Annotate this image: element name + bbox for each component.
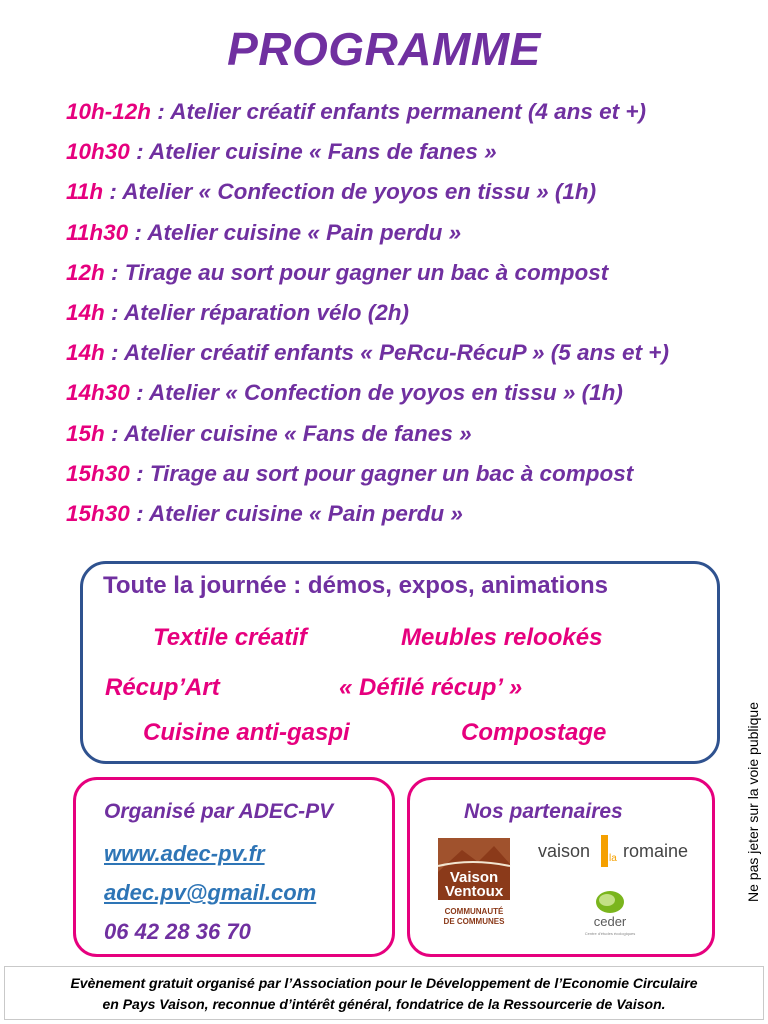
schedule-text: Atelier cuisine « Fans de fanes » [123, 420, 472, 446]
schedule-list [66, 92, 669, 534]
schedule-time: 14h [66, 340, 105, 366]
activity-defile: « Défilé récup’ » [339, 674, 523, 701]
schedule-item: 14h : Atelier réparation vélo (2h) [66, 299, 410, 325]
organizer-title: Organisé par ADEC-PV [104, 800, 334, 823]
svg-text:DE COMMUNES: DE COMMUNES [443, 917, 505, 926]
activity-compostage: Compostage [461, 719, 607, 746]
website-link[interactable]: www.adec-pv.fr [104, 841, 265, 866]
activity-recup-art: Récup’Art [105, 674, 220, 701]
schedule-time: 11h30 [66, 219, 129, 245]
side-note: Ne pas jeter sur la voie publique [745, 701, 761, 903]
schedule-item: 11h : Atelier « Confection de yoyos en tissu » (1h) [66, 179, 597, 205]
leaf-icon [580, 888, 640, 916]
schedule-text: Atelier cuisine « Fans de fanes » [148, 139, 497, 165]
svg-text:Vaison: Vaison [449, 869, 499, 886]
all-day-box [80, 561, 720, 764]
partners-title: Nos partenaires [464, 800, 623, 823]
schedule-time: 10h30 [66, 139, 130, 165]
schedule-time: 14h [66, 299, 105, 325]
organizer-box [73, 777, 395, 957]
vaison-la-romaine-logo: vaison la romaine [538, 835, 708, 871]
schedule-text: Atelier « Confection de yoyos en tissu » (1h) [122, 179, 597, 205]
schedule-item: 12h : Tirage au sort pour gagner un bac à compost [66, 259, 609, 285]
phone-number: 06 42 28 36 70 [104, 919, 251, 944]
schedule-time: 15h30 [66, 460, 130, 486]
all-day-title: Toute la journée : démos, expos, animations [103, 572, 608, 599]
schedule-text: Atelier créatif enfants permanent (4 ans et +) [170, 99, 646, 124]
schedule-text: Atelier créatif enfants « PeRcu-RécuP » (5 ans et +) [123, 340, 669, 366]
schedule-time: 15h [66, 420, 105, 446]
schedule-item: 15h30 : Tirage au sort pour gagner un bac à compost [66, 460, 634, 486]
schedule-time: 10h-12h [66, 99, 152, 124]
footer [4, 966, 764, 1020]
footer-line-2: en Pays Vaison, reconnue d’intérêt général, fondatrice de la Ressourcerie de Vaison. [102, 996, 666, 1012]
activity-textile: Textile créatif [153, 624, 307, 651]
schedule-item: 15h30 : Atelier cuisine « Pain perdu » [66, 500, 463, 526]
schedule-time: 15h30 [66, 500, 130, 526]
schedule-item: 11h30 : Atelier cuisine « Pain perdu » [66, 219, 462, 245]
schedule-time: 14h30 [66, 380, 130, 406]
schedule-time: 12h [66, 259, 105, 285]
schedule-time: 11h [66, 179, 104, 205]
svg-text:COMMUNAUTÉ: COMMUNAUTÉ [444, 907, 504, 916]
activity-cuisine-anti-gaspi: Cuisine anti-gaspi [143, 719, 350, 746]
schedule-item: 10h-12h : Atelier créatif enfants permanent (4 ans et +) [66, 99, 646, 124]
activity-meubles: Meubles relookés [401, 624, 603, 651]
schedule-item: 10h30 : Atelier cuisine « Fans de fanes » [66, 139, 497, 165]
schedule-item: 15h : Atelier cuisine « Fans de fanes » [66, 420, 472, 446]
logo-bar [601, 835, 608, 867]
schedule-text: Atelier réparation vélo (2h) [123, 299, 410, 325]
email-link[interactable]: adec.pv@gmail.com [104, 880, 317, 905]
schedule-item: 14h30 : Atelier « Confection de yoyos en tissu » (1h) [66, 380, 623, 406]
vaison-ventoux-logo [432, 832, 516, 934]
schedule-text: Atelier cuisine « Pain perdu » [148, 500, 463, 526]
partners-box [407, 777, 715, 957]
schedule-text: Tirage au sort pour gagner un bac à compost [149, 460, 634, 486]
footer-line-1: Evènement gratuit organisé par l’Association pour le Développement de l’Economie Circulaire [70, 975, 698, 991]
svg-text:Ventoux: Ventoux [444, 883, 504, 900]
schedule-item: 14h : Atelier créatif enfants « PeRcu-RécuP » (5 ans et +) [66, 340, 669, 366]
schedule-text: Atelier cuisine « Pain perdu » [147, 219, 462, 245]
schedule-text: Tirage au sort pour gagner un bac à compost [124, 259, 609, 285]
ceder-logo: ceder Centre d'études écologiques [580, 888, 640, 944]
page-title: PROGRAMME [227, 23, 541, 75]
schedule-text: Atelier « Confection de yoyos en tissu » (1h) [148, 380, 623, 406]
